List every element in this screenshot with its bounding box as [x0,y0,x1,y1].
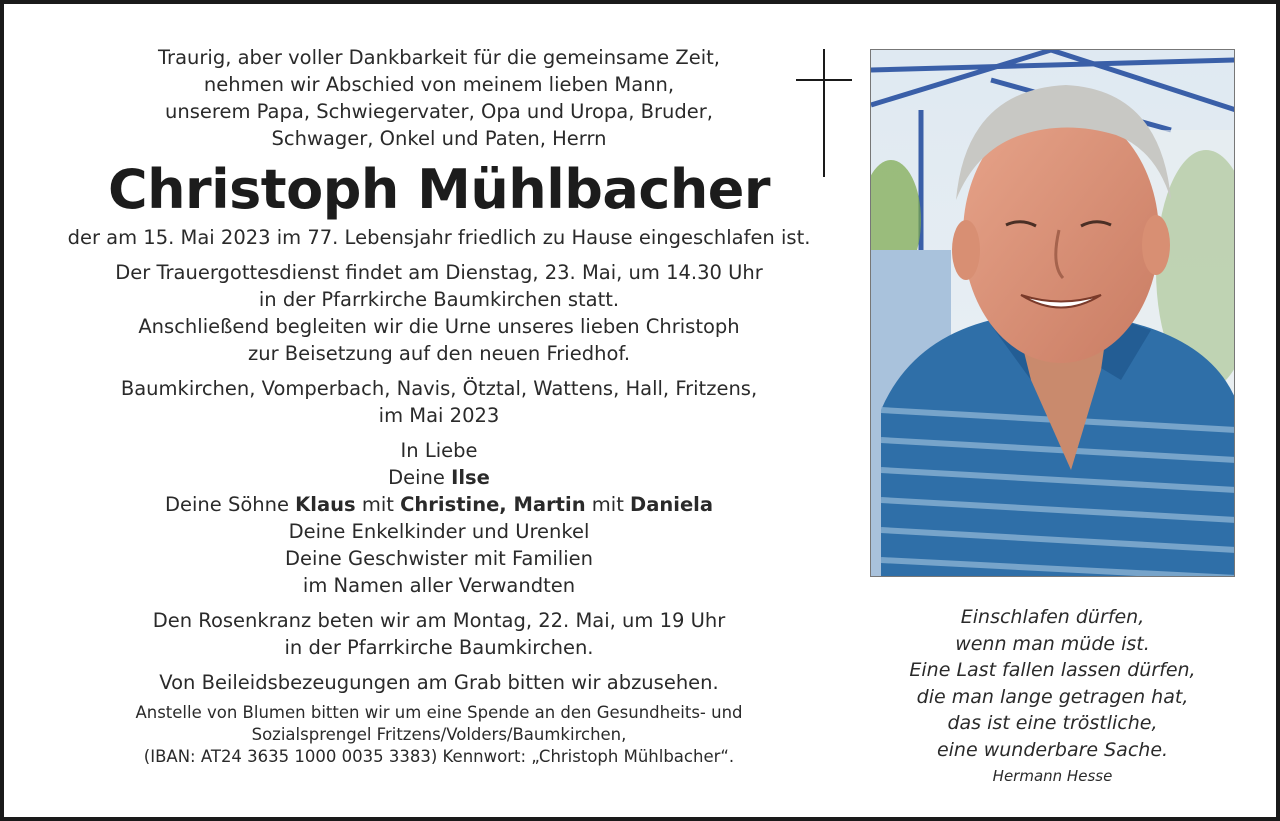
family-list [34,464,844,599]
partner-name: Daniela [630,493,714,516]
partner-names: Christine, Martin [400,493,586,516]
service-line: Anschließend begleiten wir die Urne unseres lieben Christoph [138,315,740,338]
service-line: Der Trauergottesdienst findet am Dienstag, 23. Mai, um 14.30 Uhr [115,261,763,284]
cross-icon [794,49,854,179]
rosary-line: Den Rosenkranz beten wir am Montag, 22. Mai, um 19 Uhr [152,609,726,632]
death-line: der am 15. Mai 2023 im 77. Lebensjahr friedlich zu Hause eingeschlafen ist. [67,226,811,249]
family-grandchildren: Deine Enkelkinder und Urenkel [288,520,590,543]
poem-line: Einschlafen dürfen, [960,606,1145,628]
intro-line: unserem Papa, Schwiegervater, Opa und Uropa, Bruder, [165,100,713,123]
obituary-text [34,44,844,768]
condolence-note: Von Beileidsbezeugungen am Grab bitten wir abzusehen. [159,671,719,694]
donation-line: Anstelle von Blumen bitten wir um eine Spende an den Gesundheits- und [135,703,743,722]
mit-text: mit [585,493,631,516]
family-relatives: im Namen aller Verwandten [302,574,576,597]
intro-line: Schwager, Onkel und Paten, Herrn [271,127,607,150]
deceased-name: Christoph Mühlbacher [107,158,771,221]
rosary-info [34,607,844,661]
poem [870,604,1235,789]
poem-line: wenn man müde ist. [955,632,1150,655]
date-line: im Mai 2023 [378,404,500,427]
wife-prefix: Deine [388,466,452,489]
service-info [34,259,844,367]
intro-line: Traurig, aber voller Dankbarkeit für die gemeinsame Zeit, [158,46,720,69]
son-name: Klaus [295,493,356,516]
intro-line: nehmen wir Abschied von meinem lieben Mann, [203,73,675,96]
family-wife [34,464,844,491]
poem-line: Eine Last fallen lassen dürfen, [909,659,1196,681]
place-line: Baumkirchen, Vomperbach, Navis, Ötztal, Wattens, Hall, Fritzens, [120,377,758,400]
service-line: in der Pfarrkirche Baumkirchen statt. [258,288,620,311]
donation-note [34,702,844,768]
sons-prefix: Deine Söhne [164,493,296,516]
rosary-line: in der Pfarrkirche Baumkirchen. [284,636,594,659]
poem-line: eine wunderbare Sache. [936,738,1169,761]
donation-line: Sozialsprengel Fritzens/Volders/Baumkirchen, [251,725,627,744]
place-date [34,375,844,429]
mit-text: mit [355,493,401,516]
service-line: zur Beisetzung auf den neuen Friedhof. [247,342,631,365]
in-liebe: In Liebe [400,439,478,462]
family-siblings: Deine Geschwister mit Familien [285,547,593,570]
portrait-photo [870,49,1235,577]
wife-name: Ilse [451,466,490,489]
poem-line: die man lange getragen hat, [916,685,1189,708]
poem-author: Hermann Hesse [992,767,1113,785]
family-sons [34,491,844,518]
intro-text [34,44,844,152]
donation-line: (IBAN: AT24 3635 1000 0035 3383) Kennwort: „Christoph Mühlbacher“. [143,747,735,766]
poem-line: das ist eine tröstliche, [947,712,1158,734]
portrait-illustration [871,50,1235,577]
